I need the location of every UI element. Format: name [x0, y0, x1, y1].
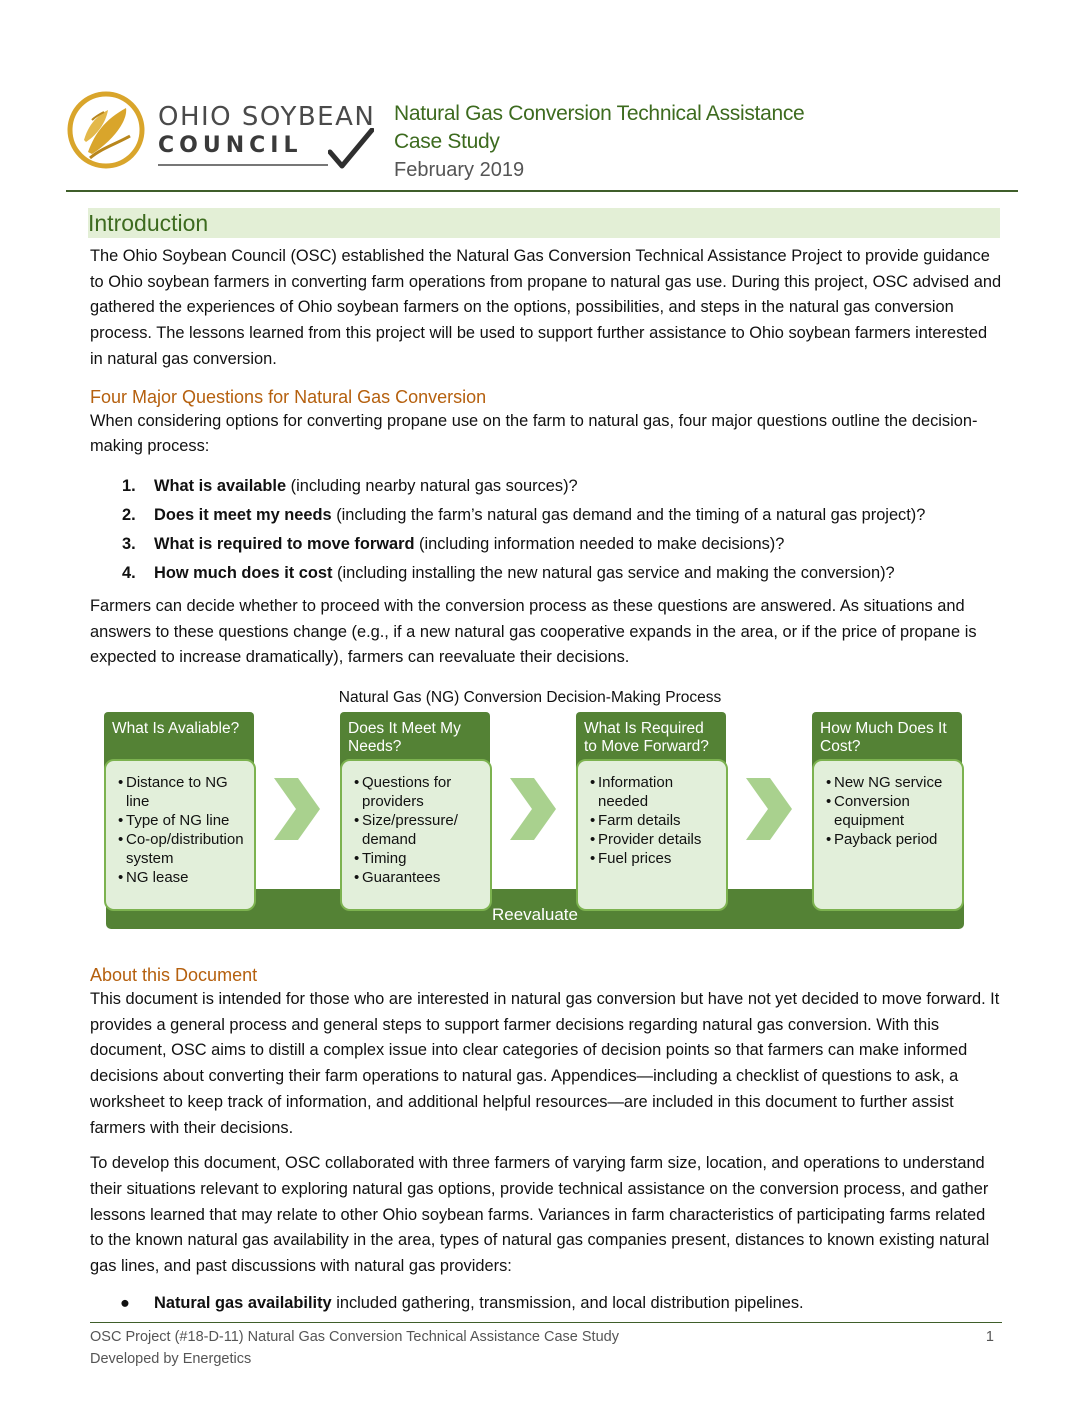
header-date: February 2019: [394, 159, 525, 181]
chevron-right-icon: [510, 778, 556, 840]
page-footer: [90, 1326, 1002, 1370]
step-details: [104, 759, 256, 911]
intro-heading: Introduction: [88, 208, 1000, 238]
list-item: [122, 472, 1002, 501]
list-item: • Conversion equipment: [826, 792, 954, 830]
bullet-bold: Natural gas availability: [154, 1293, 332, 1312]
list-item: • Fuel prices: [590, 849, 718, 868]
questions-list: [122, 472, 1002, 588]
chevron-right-icon: [274, 778, 320, 840]
header-divider: [66, 190, 1018, 192]
list-item: • Farm details: [590, 811, 718, 830]
step-title: What Is Avaliable?: [104, 712, 254, 816]
farm-characteristics-list: [120, 1290, 1002, 1316]
document-header: [66, 88, 1018, 188]
diagram-title: Natural Gas (NG) Conversion Decision-Making Process: [338, 689, 722, 707]
step-title: Does It Meet My Needs?: [340, 712, 490, 816]
osc-logo: [66, 88, 378, 180]
header-title-line-2: Case Study: [394, 130, 500, 153]
list-item: • Size/pressure/ demand: [354, 811, 482, 849]
question-bold: What is available: [154, 476, 287, 495]
list-item: • Distance to NG line: [118, 773, 246, 811]
questions-heading: Four Major Questions for Natural Gas Conversion: [90, 386, 487, 407]
about-paragraph-2: To develop this document, OSC collaborated with three farmers of varying farm size, location, and operations to understand their situations relevant to exploring natural gas options, provide technical assistance on the conversion process, and gather lessons learned that may relate to other Ohio soybean farms. Variances in farm characteristics of participating farms related to the known natural gas availability in the area, types of natural gas companies present, distances to known existing natural gas lines, and past discussions with natural gas providers:: [90, 1154, 990, 1276]
list-number: 4.: [122, 563, 136, 582]
logo-underline: [158, 164, 328, 166]
list-item: [122, 530, 1002, 559]
main-content: [90, 208, 1002, 1316]
step-needs: [340, 712, 490, 887]
question-rest: (including nearby natural gas sources)?: [286, 476, 578, 495]
step-details: [340, 759, 492, 911]
list-number: 1.: [122, 476, 136, 495]
logo-line-2: COUNCIL: [158, 133, 303, 158]
list-item: • NG lease: [118, 868, 246, 887]
list-item: • Questions for providers: [354, 773, 482, 811]
step-cost: [812, 712, 962, 849]
list-item: [122, 501, 1002, 530]
list-item: • Provider details: [590, 830, 718, 849]
list-item: • Timing: [354, 849, 482, 868]
footer-developer: Developed by Energetics: [90, 1351, 252, 1367]
question-bold: What is required to move forward: [154, 534, 415, 553]
bullet-rest: included gathering, transmission, and local distribution pipelines.: [331, 1293, 804, 1312]
questions-outro: Farmers can decide whether to proceed with the conversion process as these questions are answered. As situations and answers to these questions change (e.g., if a new natural gas cooperative expands in the area, or if the price of propane is expected to increase dramatically), farmers can reevaluate their decisions.: [90, 596, 977, 667]
about-heading: About this Document: [90, 965, 258, 986]
page-number: 1: [985, 1329, 994, 1345]
question-bold: How much does it cost: [154, 563, 333, 582]
intro-paragraph: The Ohio Soybean Council (OSC) established the Natural Gas Conversion Technical Assistance Project to provide guidance to Ohio soybean farmers in converting farm operations from propane to natural gas use. During this project, OSC advised and gathered the experiences of Ohio soybean farmers on the options, possibilities, and steps in the natural gas conversion process. The lessons learned from this project will be used to support further assistance to Ohio soybean farmers interested in natural gas conversion.: [90, 247, 1002, 368]
footer-divider: [90, 1322, 1002, 1323]
step-details: [576, 759, 728, 911]
list-item: • Guarantees: [354, 868, 482, 887]
step-required: [576, 712, 726, 868]
list-item: • Type of NG line: [118, 811, 246, 830]
question-rest: (including information needed to make decisions)?: [414, 534, 785, 553]
list-number: 3.: [122, 534, 136, 553]
header-title-line-1: Natural Gas Conversion Technical Assistance: [394, 102, 805, 125]
footer-project: OSC Project (#18-D-11) Natural Gas Conversion Technical Assistance Case Study: [90, 1329, 619, 1345]
questions-intro: When considering options for converting propane use on the farm to natural gas, four major questions outline the decision-making process:: [90, 411, 978, 456]
header-titles: [394, 100, 804, 184]
question-rest: (including the farm’s natural gas demand and the timing of a natural gas project)?: [331, 505, 926, 524]
step-details: [812, 759, 964, 911]
step-title: How Much Does It Cost?: [812, 712, 962, 816]
list-item: • Information needed: [590, 773, 718, 811]
step-title: What Is Required to Move Forward?: [576, 712, 726, 816]
chevron-right-icon: [746, 778, 792, 840]
question-rest: (including installing the new natural gas service and making the conversion)?: [332, 563, 895, 582]
question-bold: Does it meet my needs: [154, 505, 332, 524]
list-item: [120, 1290, 1002, 1316]
step-available: [104, 712, 254, 887]
process-diagram: [90, 689, 1002, 951]
soybean-pod-icon: [66, 90, 146, 170]
list-item: [122, 559, 1002, 588]
about-paragraph-1: This document is intended for those who are interested in natural gas conversion but have not yet decided to move forward. It provides a general process and general steps to support farmer decisions regarding natural gas conversion. With this document, OSC aims to distill a complex issue into clear categories of decision points so that farmers can make informed decisions about converting their farm operations to natural gas. Appendices—including a checklist of questions to ask, a worksheet to keep track of information, and additional helpful resources—are included in this document to further assist farmers with their decisions.: [90, 990, 1000, 1137]
bullet-icon: ●: [120, 1293, 130, 1312]
list-number: 2.: [122, 505, 136, 524]
reevaluate-label: Reevaluate: [491, 905, 578, 925]
list-item: • Payback period: [826, 830, 954, 849]
list-item: • New NG service: [826, 773, 954, 792]
checkmark-icon: [328, 128, 374, 172]
list-item: • Co-op/distribution system: [118, 830, 246, 868]
logo-line-1: OHIO SOYBEAN: [158, 102, 376, 132]
